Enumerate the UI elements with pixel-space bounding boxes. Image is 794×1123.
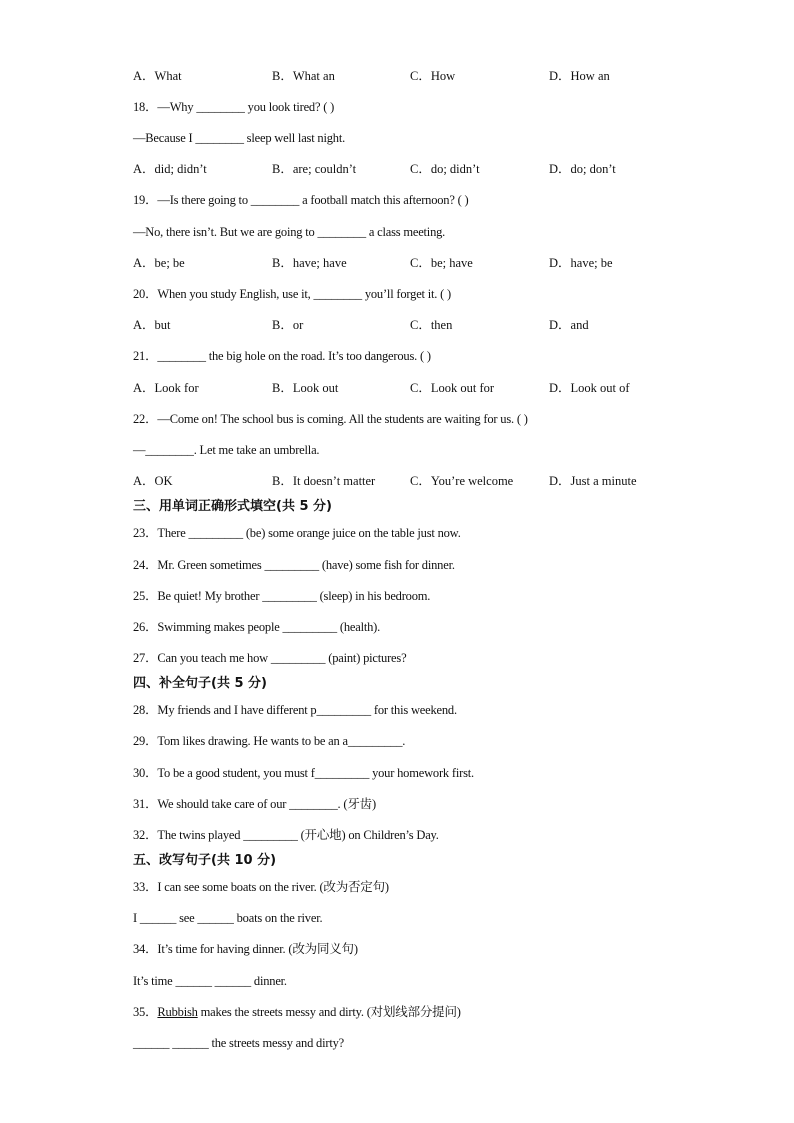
q21-option-b: B．Look out xyxy=(272,381,339,395)
section3-heading: 三、用单词正确形式填空(共 5 分) xyxy=(133,499,332,514)
q19-option-b: B．have; have xyxy=(272,256,347,270)
q34-answer-line: It’s time ______ ______ dinner. xyxy=(133,974,287,988)
q35-underlined-word: Rubbish xyxy=(157,1005,198,1019)
q17-options xyxy=(133,68,693,84)
q33: 33．I can see some boats on the river. (改为否定句) xyxy=(133,880,389,894)
q32: 32．The twins played _________ (开心地) on Children’s Day. xyxy=(133,828,439,842)
q22-option-b: B．It doesn’t matter xyxy=(272,474,376,488)
q18-options xyxy=(133,161,693,177)
q24: 24．Mr. Green sometimes _________ (have) some fish for dinner. xyxy=(133,558,455,572)
q35 xyxy=(133,1004,461,1020)
q18-stem: 18．—Why ________ you look tired? ( ) xyxy=(133,100,335,114)
q20-option-c: C．then xyxy=(410,318,453,332)
q21-option-d: D．Look out of xyxy=(549,381,630,395)
q20-option-a: A．but xyxy=(133,318,171,332)
q22-option-d: D．Just a minute xyxy=(549,474,637,488)
q19-option-d: D．have; be xyxy=(549,256,613,270)
q22-option-c: C．You’re welcome xyxy=(410,474,514,488)
section5-heading: 五、改写句子(共 10 分) xyxy=(133,853,277,868)
q23: 23．There _________ (be) some orange juice on the table just now. xyxy=(133,526,461,540)
q17-option-d: D．How an xyxy=(549,69,610,83)
q18-option-d: D．do; don’t xyxy=(549,162,616,176)
q19-options xyxy=(133,255,693,271)
q35-number: 35． xyxy=(133,1005,158,1019)
q18-option-c: C．do; didn’t xyxy=(410,162,480,176)
q19-option-c: C．be; have xyxy=(410,256,473,270)
q25: 25．Be quiet! My brother _________ (sleep) in his bedroom. xyxy=(133,589,431,603)
q26: 26．Swimming makes people _________ (health). xyxy=(133,620,381,634)
q30: 30．To be a good student, you must f_________ your homework first. xyxy=(133,766,474,780)
q21-stem: 21．________ the big hole on the road. It’s too dangerous. ( ) xyxy=(133,349,431,363)
q21-options xyxy=(133,380,693,396)
q18-option-a: A．did; didn’t xyxy=(133,162,207,176)
q22-options xyxy=(133,473,693,489)
q20-option-d: D．and xyxy=(549,318,589,332)
q19-stem: 19．—Is there going to ________ a football match this afternoon? ( ) xyxy=(133,193,469,207)
q17-option-c: C．How xyxy=(410,69,456,83)
q18-line2: —Because I ________ sleep well last night. xyxy=(133,131,346,145)
q20-option-b: B．or xyxy=(272,318,304,332)
q29: 29．Tom likes drawing. He wants to be an a_________. xyxy=(133,734,406,748)
q20-options xyxy=(133,317,693,333)
q19-option-a: A．be; be xyxy=(133,256,185,270)
q17-option-a: A．What xyxy=(133,69,182,83)
q27: 27．Can you teach me how _________ (paint) pictures? xyxy=(133,651,407,665)
q21-option-c: C．Look out for xyxy=(410,381,495,395)
q28: 28．My friends and I have different p_________ for this weekend. xyxy=(133,703,457,717)
q20-stem: 20．When you study English, use it, ________ you’ll forget it. ( ) xyxy=(133,287,451,301)
q34: 34．It’s time for having dinner. (改为同义句) xyxy=(133,942,358,956)
section4-heading: 四、补全句子(共 5 分) xyxy=(133,676,267,691)
q17-option-b: B．What an xyxy=(272,69,335,83)
q31: 31．We should take care of our ________. (牙齿) xyxy=(133,797,376,811)
q33-answer-line: I ______ see ______ boats on the river. xyxy=(133,911,323,925)
q35-answer-line: ______ ______ the streets messy and dirty? xyxy=(133,1036,345,1050)
q19-line2: —No, there isn’t. But we are going to ________ a class meeting. xyxy=(133,225,446,239)
q22-stem: 22．—Come on! The school bus is coming. All the students are waiting for us. ( ) xyxy=(133,412,528,426)
q21-option-a: A．Look for xyxy=(133,381,199,395)
q22-option-a: A．OK xyxy=(133,474,173,488)
q22-line2: —________. Let me take an umbrella. xyxy=(133,443,320,457)
q35-rest: makes the streets messy and dirty. (对划线部分提问) xyxy=(197,1005,461,1019)
q18-option-b: B．are; couldn’t xyxy=(272,162,357,176)
